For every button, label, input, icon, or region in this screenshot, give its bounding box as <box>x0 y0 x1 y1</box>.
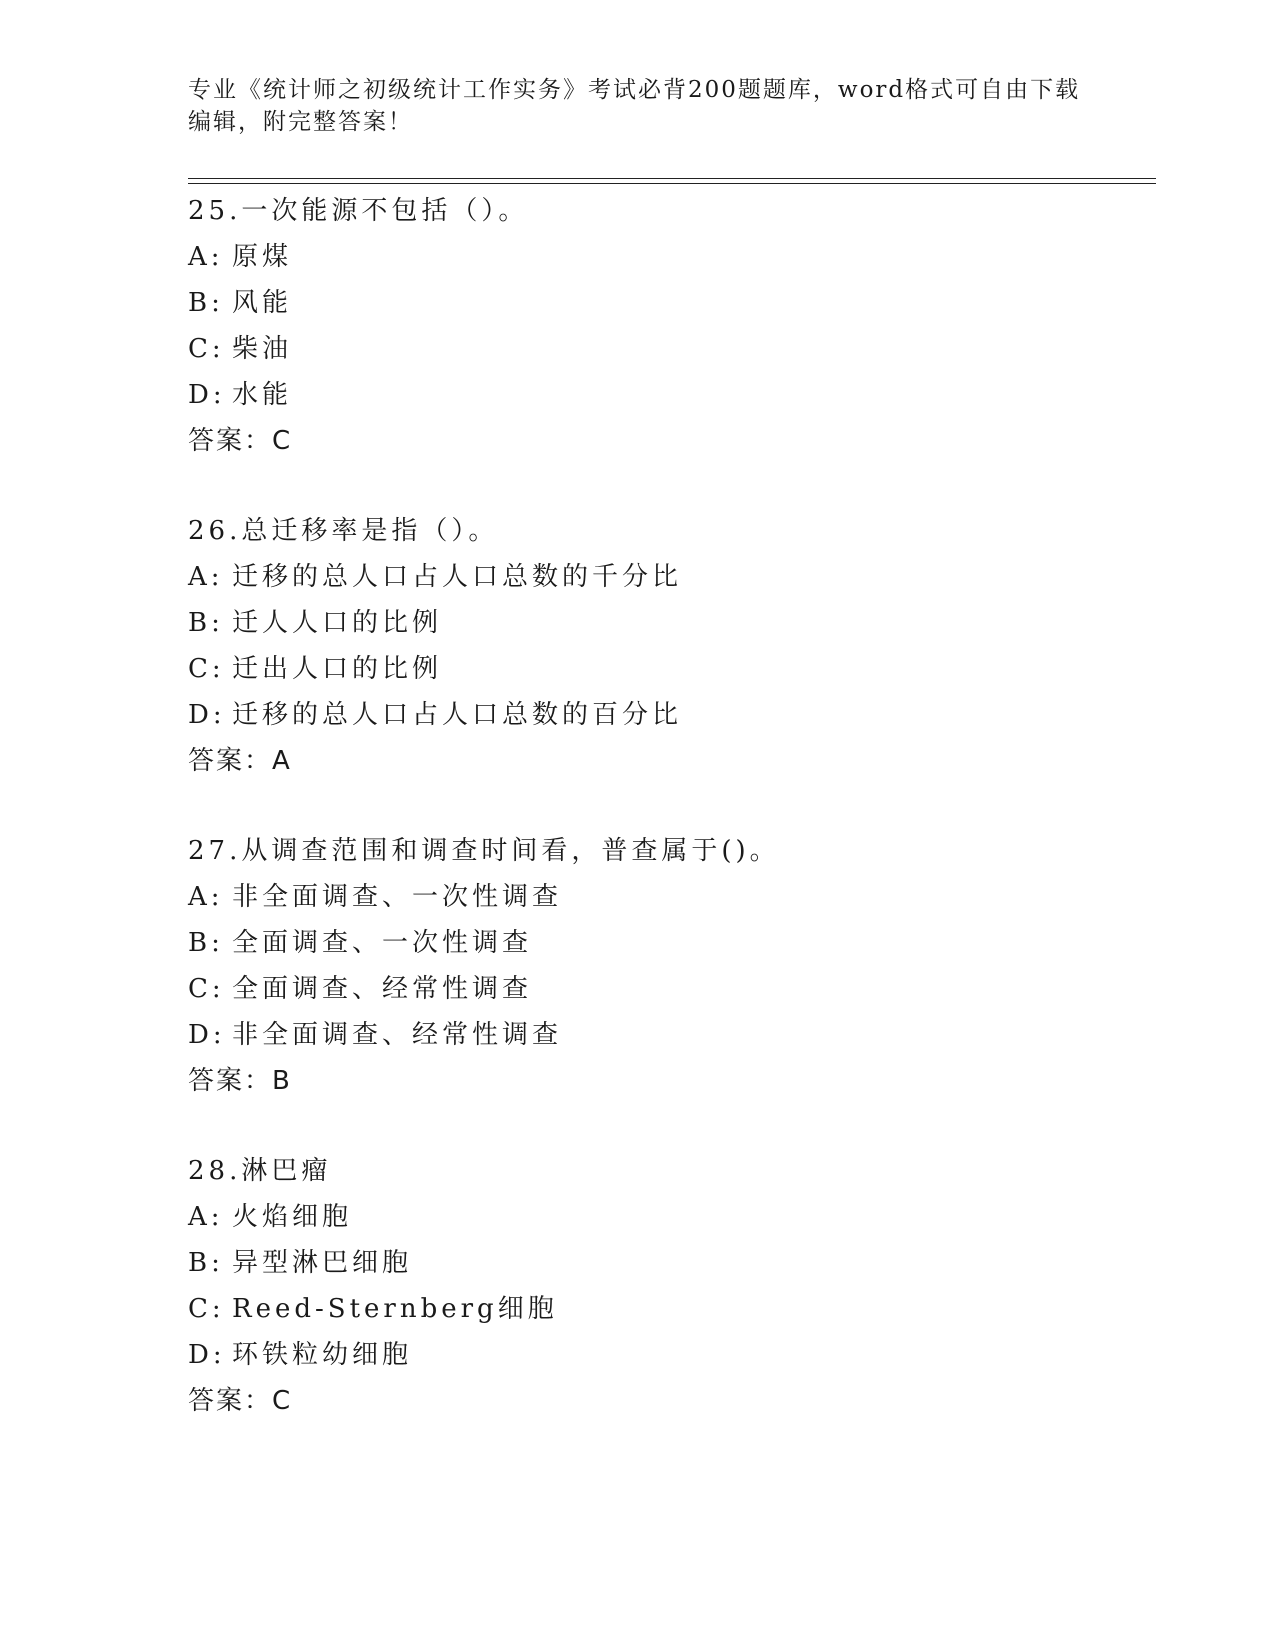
header-line-2: 编辑，附完整答案！ <box>188 109 413 135</box>
option-text: 全面调查、一次性调查 <box>232 928 533 958</box>
option-a <box>188 874 1148 920</box>
header-divider-top <box>188 178 1156 179</box>
question-26 <box>188 508 1148 784</box>
question-stem: 25.一次能源不包括（）。 <box>188 196 529 226</box>
option-d <box>188 692 1148 738</box>
answer: 答案：C <box>188 426 293 456</box>
option-c <box>188 326 1148 372</box>
question-stem: 28.淋巴瘤 <box>188 1156 332 1186</box>
header-line-1: 专业《统计师之初级统计工作实务》考试必背200题题库，word格式可自由下载 <box>188 77 1081 103</box>
option-key: A: <box>188 242 224 272</box>
option-a <box>188 554 1148 600</box>
option-text: 环铁粒幼细胞 <box>232 1340 413 1370</box>
option-text: 火焰细胞 <box>232 1202 353 1232</box>
option-key: A: <box>188 882 224 912</box>
option-text: 风能 <box>232 288 293 318</box>
question-27 <box>188 828 1148 1104</box>
option-d <box>188 1332 1148 1378</box>
option-c <box>188 1286 1148 1332</box>
option-text: 原煤 <box>232 242 293 272</box>
question-stem: 26.总迁移率是指（）。 <box>188 516 499 546</box>
option-text: Reed-Sternberg细胞 <box>232 1294 558 1324</box>
question-stem: 27.从调查范围和调查时间看，普查属于()。 <box>188 836 780 866</box>
question-25 <box>188 188 1148 464</box>
option-b <box>188 920 1148 966</box>
option-d <box>188 1012 1148 1058</box>
document-header <box>188 74 1088 138</box>
option-d <box>188 372 1148 418</box>
option-b <box>188 600 1148 646</box>
option-key: B: <box>188 928 224 958</box>
option-text: 异型淋巴细胞 <box>232 1248 413 1278</box>
option-key: A: <box>188 1202 224 1232</box>
option-key: C: <box>188 1294 225 1324</box>
option-key: C: <box>188 334 225 364</box>
option-key: B: <box>188 288 224 318</box>
option-text: 非全面调查、一次性调查 <box>232 882 563 912</box>
answer: 答案：B <box>188 1066 292 1096</box>
option-key: A: <box>188 562 224 592</box>
option-text: 迁移的总人口占人口总数的百分比 <box>232 700 683 730</box>
option-key: D: <box>188 1020 226 1050</box>
option-a <box>188 234 1148 280</box>
option-text: 迁移的总人口占人口总数的千分比 <box>232 562 683 592</box>
option-b <box>188 280 1148 326</box>
option-text: 水能 <box>232 380 293 410</box>
option-key: B: <box>188 1248 224 1278</box>
option-text: 迁出人口的比例 <box>232 654 443 684</box>
option-text: 迁人人口的比例 <box>232 608 443 638</box>
option-key: D: <box>188 380 226 410</box>
option-key: B: <box>188 608 224 638</box>
option-text: 全面调查、经常性调查 <box>232 974 533 1004</box>
answer: 答案：A <box>188 746 292 776</box>
option-key: D: <box>188 1340 226 1370</box>
answer: 答案：C <box>188 1386 293 1416</box>
header-divider-bottom <box>188 183 1156 184</box>
option-a <box>188 1194 1148 1240</box>
option-key: C: <box>188 974 225 1004</box>
option-b <box>188 1240 1148 1286</box>
option-key: D: <box>188 700 226 730</box>
option-c <box>188 966 1148 1012</box>
option-text: 非全面调查、经常性调查 <box>232 1020 563 1050</box>
option-c <box>188 646 1148 692</box>
question-28 <box>188 1148 1148 1424</box>
option-key: C: <box>188 654 225 684</box>
option-text: 柴油 <box>232 334 293 364</box>
